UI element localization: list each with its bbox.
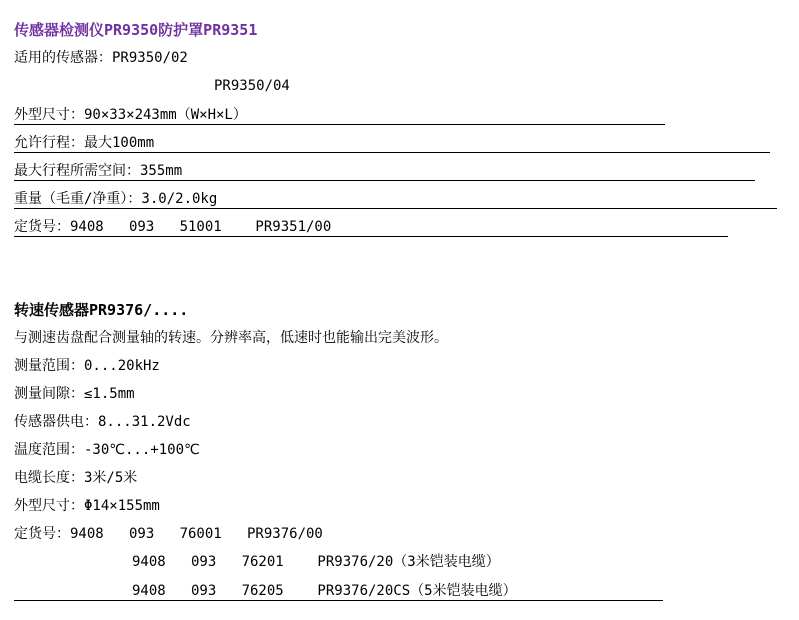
underline-rule bbox=[14, 578, 663, 601]
underline-rule bbox=[14, 130, 770, 153]
spec-line bbox=[14, 72, 799, 100]
section-sensor-tester-pr9350-guard-pr9351 bbox=[14, 16, 799, 240]
spec-text: 传感器供电：8...31.2Vdc bbox=[14, 414, 191, 430]
spec-line bbox=[14, 128, 799, 156]
underline-rule bbox=[14, 102, 665, 125]
spec-line bbox=[14, 408, 799, 436]
spec-text: 定货号：9408 093 76001 PR9376/00 bbox=[14, 526, 323, 542]
spec-text: 允许行程：最大100mm bbox=[14, 135, 155, 151]
spec-line bbox=[14, 184, 799, 212]
underline-rule bbox=[14, 214, 728, 237]
spec-text: 与测速齿盘配合测量轴的转速。分辨率高，低速时也能输出完美波形。 bbox=[14, 330, 448, 346]
spec-line bbox=[14, 380, 799, 408]
spec-line bbox=[14, 44, 799, 72]
spec-line bbox=[14, 520, 799, 548]
spec-text: 外型尺寸：90×33×243mm（W×H×L） bbox=[14, 107, 247, 123]
spec-line bbox=[14, 324, 799, 352]
section-speed-sensor-pr9376 bbox=[14, 296, 799, 604]
spec-text: 适用的传感器：PR9350/02 bbox=[14, 50, 188, 66]
section-title: 传感器检测仪PR9350防护罩PR9351 bbox=[14, 21, 258, 39]
section-title: 转速传感器PR9376/.... bbox=[14, 301, 189, 319]
underline-rule bbox=[14, 158, 755, 181]
document-content bbox=[14, 16, 799, 604]
spec-line bbox=[14, 352, 799, 380]
spec-text: 电缆长度：3米/5米 bbox=[14, 470, 138, 486]
spec-text: 测量范围：0...20kHz bbox=[14, 358, 160, 374]
spec-line bbox=[14, 156, 799, 184]
spec-text: 重量（毛重/净重）：3.0/2.0kg bbox=[14, 191, 218, 207]
spec-line bbox=[14, 576, 799, 604]
spec-text: 温度范围：-30℃...+100℃ bbox=[14, 442, 200, 458]
spec-line bbox=[14, 212, 799, 240]
spec-text: 9408 093 76205 PR9376/20CS（5米铠装电缆） bbox=[132, 583, 517, 599]
spec-text: 测量间隙：≤1.5mm bbox=[14, 386, 135, 402]
spec-text: PR9350/04 bbox=[214, 78, 290, 94]
spec-line bbox=[14, 548, 799, 576]
spec-line bbox=[14, 100, 799, 128]
spec-text: 最大行程所需空间：355mm bbox=[14, 163, 183, 179]
spec-line bbox=[14, 492, 799, 520]
spec-text: 定货号：9408 093 51001 PR9351/00 bbox=[14, 219, 332, 235]
spec-line bbox=[14, 464, 799, 492]
spec-text: 9408 093 76201 PR9376/20（3米铠装电缆） bbox=[132, 554, 500, 570]
spec-text: 外型尺寸：Φ14×155mm bbox=[14, 498, 160, 514]
spec-line bbox=[14, 436, 799, 464]
underline-rule bbox=[14, 186, 777, 209]
